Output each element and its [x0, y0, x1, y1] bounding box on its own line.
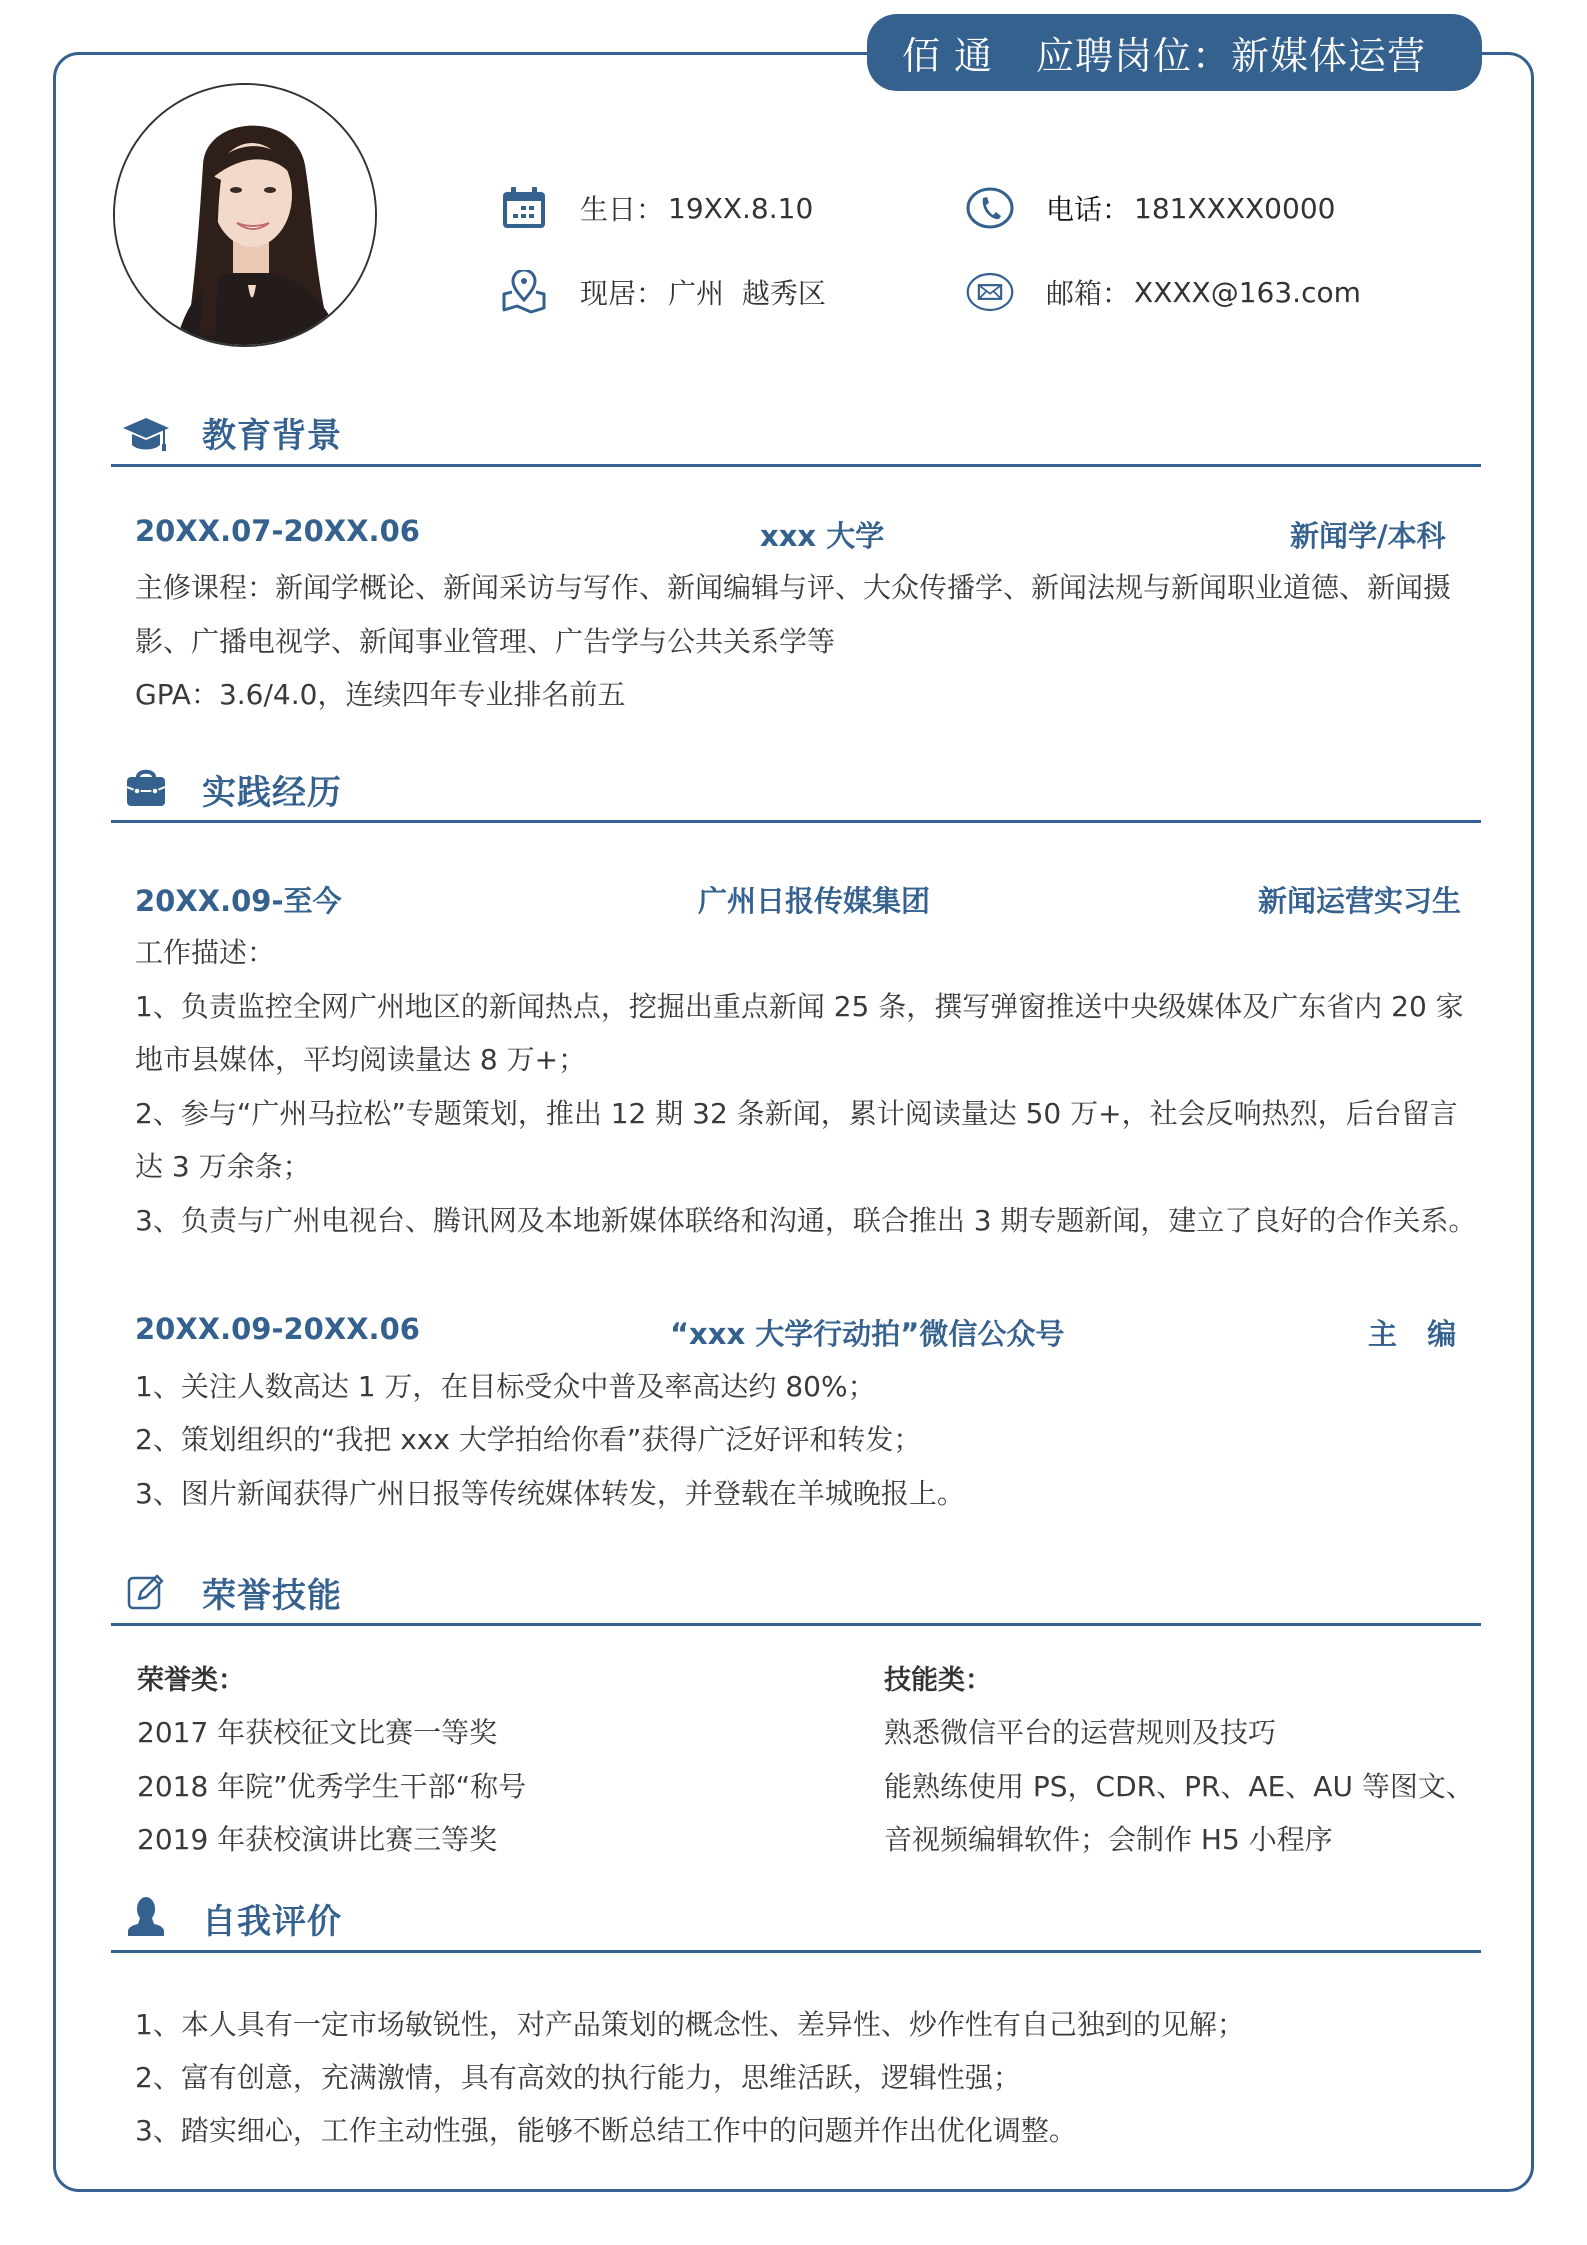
experience-line: 2、参与“广州马拉松”专题策划，推出 12 期 32 条新闻，累计阅读量达 50 万+，社会反响热烈，后台留言 [135, 1097, 1458, 1130]
experience-org: “xxx 大学行动拍”微信公众号 [670, 1317, 1065, 1351]
education-period: 20XX.07-20XX.06 [135, 514, 420, 548]
experience-line: 工作描述： [135, 936, 276, 969]
briefcase-icon [123, 765, 169, 811]
education-major: 新闻学/本科 [1290, 519, 1446, 553]
experience-section-header [111, 762, 1481, 824]
education-section-header [111, 406, 1481, 468]
experience-line: 1、负责监控全网广州地区的新闻热点，挖掘出重点新闻 25 条，撰写弹窗推送中央级媒体及广东省内 20 家 [135, 990, 1464, 1023]
experience-line: 1、关注人数高达 1 万，在目标受众中普及率高达约 80%； [135, 1370, 876, 1403]
experience-line: 2、策划组织的“我把 xxx 大学拍给你看”获得广泛好评和转发； [135, 1423, 922, 1456]
location-map-icon [500, 268, 548, 316]
experience-role: 主 编 [1368, 1317, 1457, 1351]
experience-line: 地市县媒体，平均阅读量达 8 万+； [135, 1043, 587, 1076]
birthday-value: 19XX.8.10 [668, 191, 814, 225]
skill-item: 音视频编辑软件；会制作 H5 小程序 [884, 1823, 1333, 1856]
self-eval-section-header [111, 1892, 1481, 1954]
skills-label: 技能类： [884, 1665, 992, 1696]
edit-pencil-icon [123, 1568, 169, 1614]
honors-title: 荣誉技能 [202, 1576, 342, 1616]
education-line: 主修课程：新闻学概论、新闻采访与写作、新闻编辑与评、大众传播学、新闻法规与新闻职业道德、新闻摄 [135, 571, 1452, 604]
mail-icon [966, 268, 1014, 316]
education-line: 影、广播电视学、新闻事业管理、广告学与公共关系学等 [135, 625, 836, 658]
experience-role: 新闻运营实习生 [1258, 884, 1462, 918]
experience-period: 20XX.09-至今 [135, 884, 342, 918]
honors-label: 荣誉类： [137, 1665, 245, 1696]
person-icon [123, 1893, 169, 1939]
skill-item: 熟悉微信平台的运营规则及技巧 [884, 1716, 1277, 1749]
birthday-label: 生日： [580, 193, 665, 226]
email-item [966, 268, 1361, 316]
birthday-item [500, 184, 813, 232]
self-eval-line: 2、富有创意，充满激情，具有高效的执行能力，思维活跃，逻辑性强； [135, 2061, 1021, 2094]
phone-value[interactable]: 181XXXX0000 [1134, 191, 1336, 225]
education-line: GPA：3.6/4.0，连续四年专业排名前五 [135, 678, 626, 711]
education-title: 教育背景 [202, 416, 342, 456]
experience-row [135, 879, 1465, 919]
phone-label: 电话： [1046, 193, 1131, 226]
self-eval-line: 1、本人具有一定市场敏锐性，对产品策划的概念性、差异性、炒作性有自己独到的见解； [135, 2008, 1245, 2041]
self-eval-line: 3、踏实细心，工作主动性强，能够不断总结工作中的问题并作出优化调整。 [135, 2114, 1077, 2147]
residence-label: 现居： [580, 277, 665, 310]
residence-item [500, 268, 826, 316]
residence-value: 广州 越秀区 [668, 277, 826, 310]
phone-icon [966, 184, 1014, 232]
candidate-name: 佰通 [902, 34, 1007, 78]
avatar-photo [115, 85, 377, 347]
education-divider [111, 464, 1481, 467]
experience-org: 广州日报传媒集团 [698, 884, 931, 918]
experience-divider [111, 820, 1481, 823]
self-eval-title: 自我评价 [202, 1902, 342, 1942]
position-value: 新媒体运营 [1231, 34, 1427, 78]
experience-line: 3、负责与广州电视台、腾讯网及本地新媒体联络和沟通，联合推出 3 期专题新闻，建立了良好的合作关系。 [135, 1204, 1477, 1237]
education-row [135, 514, 1465, 554]
honor-item: 2019 年获校演讲比赛三等奖 [137, 1823, 498, 1856]
phone-item [966, 184, 1335, 232]
experience-line: 达 3 万余条； [135, 1150, 311, 1183]
honors-divider [111, 1623, 1481, 1626]
self-eval-divider [111, 1950, 1481, 1953]
avatar [113, 83, 377, 347]
position-label: 应聘岗位： [1036, 34, 1232, 78]
honor-item: 2017 年获校征文比赛一等奖 [137, 1716, 498, 1749]
education-school: xxx 大学 [760, 519, 885, 553]
calendar-icon [500, 184, 548, 232]
graduation-cap-icon [123, 412, 169, 458]
honor-item: 2018 年院”优秀学生干部“称号 [137, 1770, 527, 1803]
experience-period: 20XX.09-20XX.06 [135, 1312, 420, 1346]
experience-line: 3、图片新闻获得广州日报等传统媒体转发，并登载在羊城晚报上。 [135, 1477, 965, 1510]
name-banner [867, 14, 1482, 91]
skill-item: 能熟练使用 PS，CDR、PR、AE、AU 等图文、 [884, 1770, 1474, 1803]
honors-section-header [111, 1565, 1481, 1627]
experience-title: 实践经历 [202, 773, 342, 813]
email-label: 邮箱： [1046, 277, 1131, 310]
email-value[interactable]: XXXX@163.com [1134, 275, 1361, 309]
experience-row [135, 1312, 1465, 1352]
